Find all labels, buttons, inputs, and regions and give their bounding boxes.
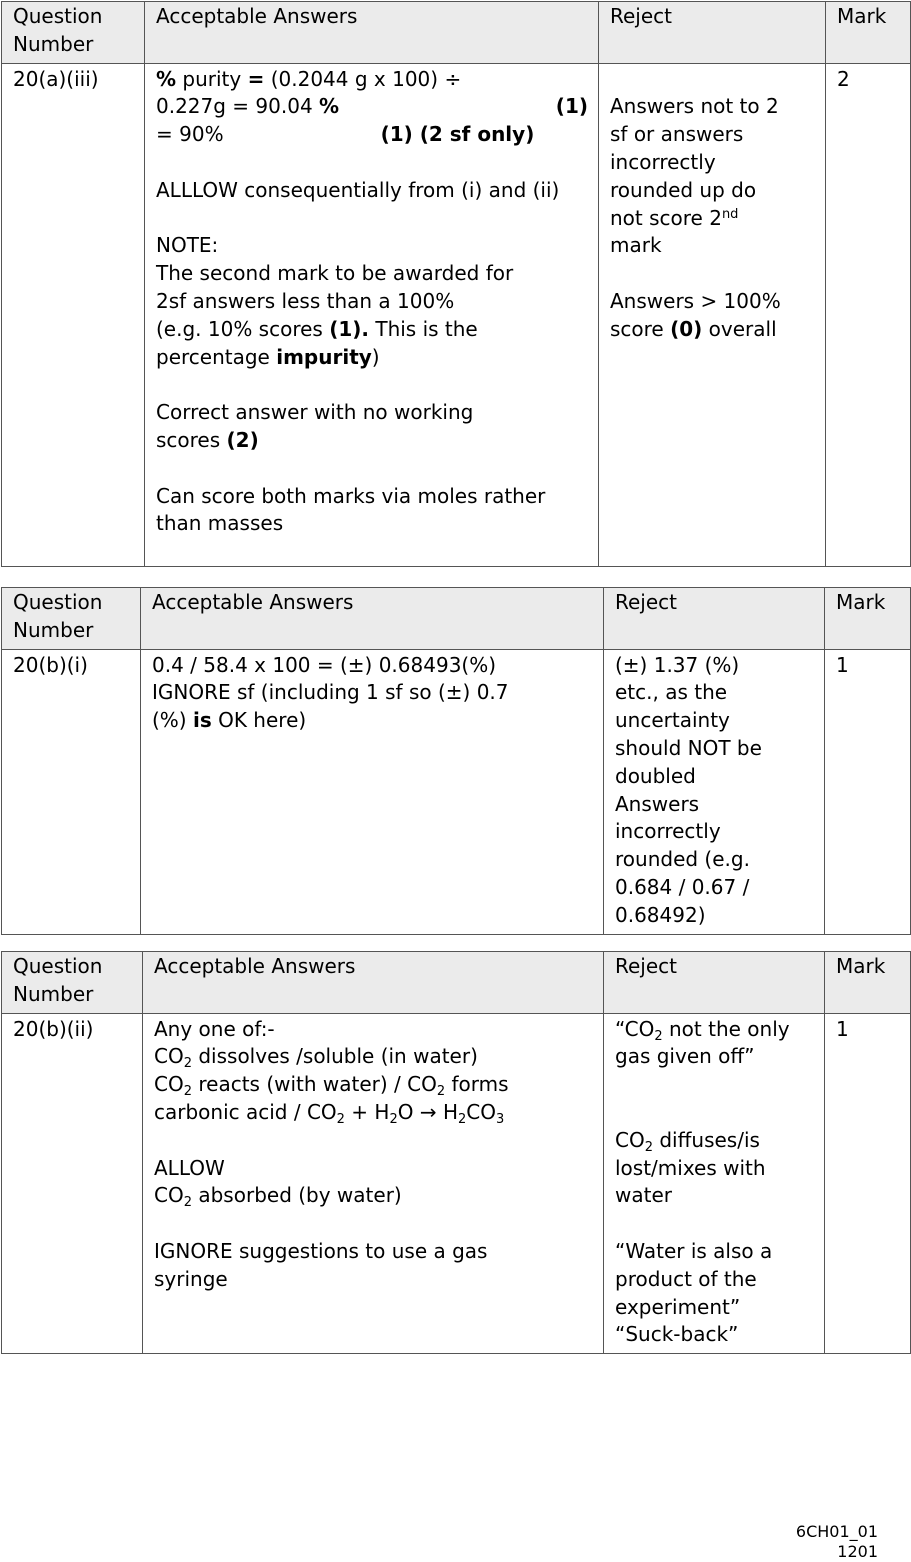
header-reject: Reject [604,588,825,650]
header-number-label: Number [13,617,94,642]
mark-value: 1 [825,649,911,934]
reject-text: gas given off” [615,1044,755,1069]
note-label: NOTE: [156,233,219,258]
reject-text: Answers not to 2 [610,94,779,119]
question-number: 20(a)(iii) [2,63,145,566]
reject-text: sf or answers [610,122,744,147]
moles-note: Can score both marks via moles rather than masses [156,483,546,536]
reject-text: “Water is also a [615,1238,773,1263]
reject-text: experiment” [615,1294,741,1319]
reject-text: etc., as the [615,680,728,705]
answer-line: IGNORE sf (including 1 sf so (±) 0.7 [152,680,509,705]
reject-text: rounded up do [610,177,757,202]
page-code-number: 1201 [837,1542,878,1561]
header-row [2,588,911,650]
reject-text: “$CO_2$ not the only [615,1016,790,1044]
reject-text: should NOT be [615,735,762,760]
answer-row [2,649,911,934]
note-text: The second mark to be awarded for [156,261,514,286]
reject-text: rounded (e.g. [615,847,750,872]
answer-row [2,1013,911,1354]
allow-note: ALLLOW consequentially from (i) and (ii) [156,177,560,202]
question-number: 20(b)(ii) [2,1013,143,1354]
page-footer [796,1522,878,1562]
allow-label: ALLOW [154,1155,225,1180]
header-question-number [2,588,141,650]
markscheme-table-20b-i [1,587,911,935]
acceptable-answers-cell [145,63,599,566]
answer-line: % purity = (0.2044 g x 100) ÷ [156,66,462,91]
answer-line: $CO_2$ reacts (with water) / $CO_2$ forms [154,1072,509,1100]
mark-value: 2 [826,63,911,566]
ignore-note: IGNORE suggestions to use a gas syringe [154,1238,488,1291]
header-reject: Reject [599,2,826,64]
header-number-label: Number [13,981,94,1006]
mark-indicator: (1) [555,94,588,119]
correct-answer-note: Correct answer with no working scores (2) [156,400,474,452]
reject-text: Answers > 100% [610,288,781,313]
answer-line: 0.227g = 90.04 % (1) [156,93,588,121]
answer-row [2,63,911,566]
answer-line: (%) is OK here) [152,708,307,733]
reject-text: incorrectly [615,819,721,844]
reject-text: Answers [615,791,700,816]
reject-text: uncertainty [615,708,730,733]
reject-text: doubled [615,763,696,788]
header-row [2,2,911,64]
header-mark: Mark [826,2,911,64]
reject-text: “Suck-back” [615,1322,739,1347]
header-acceptable-answers: Acceptable Answers [141,588,604,650]
reject-text: 0.68492) [615,902,706,927]
paper-code: 6CH01_01 [795,1522,878,1541]
header-question-number [2,952,143,1014]
mark-value: 1 [825,1013,911,1354]
answer-line: = 90% (1) (2 sf only) [156,122,535,147]
reject-text: product of the [615,1266,757,1291]
header-number-label: Number [13,31,94,56]
reject-text: water [615,1183,672,1208]
reject-text: score (0) overall [610,316,777,341]
header-question-number [2,2,145,64]
answer-line: $CO_2$ absorbed (by water) [154,1183,402,1211]
reject-text: lost/mixes with [615,1155,766,1180]
reject-cell [604,649,825,934]
reject-text: (±) 1.37 (%) [615,652,740,677]
header-row [2,952,911,1014]
header-mark: Mark [825,588,911,650]
answer-line: carbonic acid / $CO_2 + H_2O \to H_2CO_3$ [154,1099,505,1127]
reject-cell [604,1013,825,1354]
reject-text: $CO_2$ diffuses/is [615,1127,760,1155]
header-reject: Reject [604,952,825,1014]
answer-line: Any one of:- [154,1016,275,1041]
header-question-label: Question [13,954,103,978]
note-text: (e.g. 10% scores (1). This is the [156,316,478,341]
acceptable-answers-cell [143,1013,604,1354]
reject-text: mark [610,233,662,258]
markscheme-table-20b-ii [1,951,911,1354]
acceptable-answers-cell [141,649,604,934]
header-mark: Mark [825,952,911,1014]
mark-indicator: (1) (2 sf only) [380,122,535,147]
question-number: 20(b)(i) [2,649,141,934]
answer-line: 0.4 / 58.4 x 100 = (±) 0.68493(%) [152,652,497,677]
reject-text: incorrectly [610,149,716,174]
header-question-label: Question [13,590,103,614]
header-acceptable-answers: Acceptable Answers [143,952,604,1014]
header-question-label: Question [13,4,103,28]
markscheme-table-20a-iii [1,1,911,567]
reject-text: 0.684 / 0.67 / [615,874,750,899]
note-text: percentage impurity) [156,344,380,369]
note-text: 2sf answers less than a 100% [156,288,455,313]
reject-text: not score 2nd [610,205,739,230]
reject-cell [599,63,826,566]
answer-line: $CO_2$ dissolves /soluble (in water) [154,1044,478,1072]
header-acceptable-answers: Acceptable Answers [145,2,599,64]
